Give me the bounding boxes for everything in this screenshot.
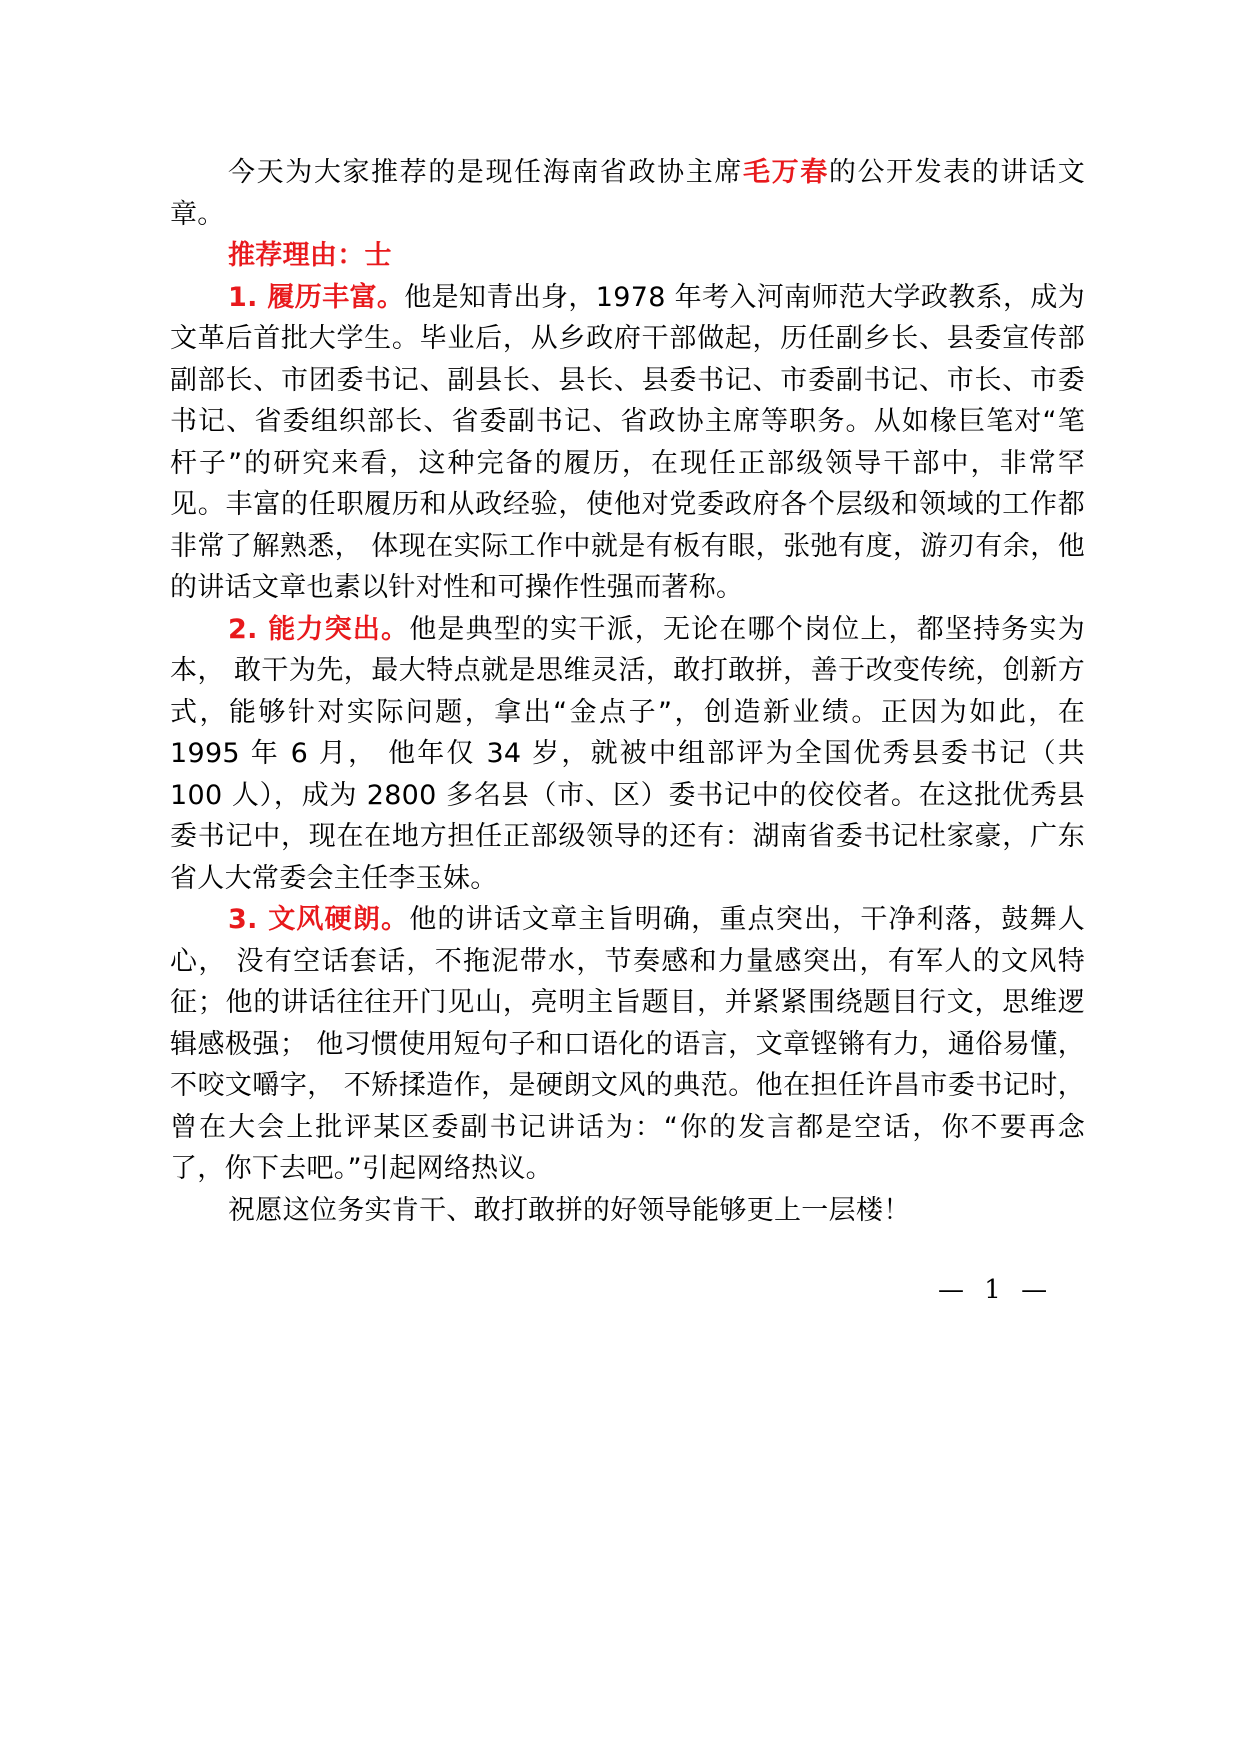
section-paragraph-2 <box>170 609 1085 900</box>
page-number: — 1 — <box>938 1275 1054 1305</box>
closing-text: 祝愿这位务实肯干、敢打敢拼的好领导能够更上一层楼！ <box>228 1194 911 1226</box>
intro-paragraph <box>170 152 1085 235</box>
highlighted-name: 毛万春 <box>742 157 829 188</box>
article-body <box>170 152 1085 1231</box>
reasons-heading: 推荐理由：士 <box>228 240 392 271</box>
intro-prefix: 今天为大家推荐的是现任海南省政协主席 <box>228 157 743 188</box>
section-paragraph-3 <box>170 899 1085 1190</box>
section-heading-2: 2. 能力突出。 <box>228 613 410 645</box>
section-body-2: 他是典型的实干派，无论在哪个岗位上，都坚持务实为本， 敢干为先，最大特点就是思维灵活，敢打敢拼，善于改变传统，创新方式，能够针对实际问题，拿出“金点子”，创造新业绩。正因为如此，在 1995 年 6 月， 他年仅 34 岁，就被中组部评为全国优秀县委书记（共 100 人），成为 2800 多名县（市、区）委书记中的佼佼者。在这批优秀县委书记中，现在在地方担任正部级领导的还有：湖南省委书记杜家豪，广东省人大常委会主任李玉妹。 <box>170 613 1086 894</box>
section-paragraph-1 <box>170 277 1085 609</box>
reasons-heading-paragraph <box>170 235 1085 277</box>
closing-paragraph <box>170 1190 1085 1232</box>
intro-suffix: 的公开发表的讲话文章。 <box>170 157 1086 230</box>
section-body-3: 他的讲话文章主旨明确，重点突出，干净利落，鼓舞人心， 没有空话套话，不拖泥带水，节奏感和力量感突出，有军人的文风特征；他的讲话往往开门见山，亮明主旨题目，并紧紧围绕题目行文，思维逻辑感极强； 他习惯使用短句子和口语化的语言，文章铿锵有力，通俗易懂，不咬文嚼字， 不矫揉造作，是硬朗文风的典范。他在担任许昌市委书记时，曾在大会上批评某区委副书记讲话为：“你的发言都是空话，你不要再念了，你下去吧。”引起网络热议。 <box>170 904 1086 1184</box>
section-heading-1: 1. 履历丰富。 <box>228 281 405 313</box>
section-heading-3: 3. 文风硬朗。 <box>228 904 410 935</box>
section-body-1: 他是知青出身，1978 年考入河南师范大学政教系，成为文革后首批大学生。毕业后，从乡政府干部做起，历任副乡长、县委宣传部副部长、市团委书记、副县长、县长、县委书记、市委副书记、市长、市委书记、省委组织部长、省委副书记、省政协主席等职务。从如椽巨笔对“笔杆子”的研究来看，这种完备的履历，在现任正部级领导干部中，非常罕见。丰富的任职履历和从政经验，使他对党委政府各个层级和领域的工作都非常了解熟悉， 体现在实际工作中就是有板有眼，张弛有度，游刃有余，他的讲话文章也素以针对性和可操作性强而著称。 <box>170 281 1085 603</box>
